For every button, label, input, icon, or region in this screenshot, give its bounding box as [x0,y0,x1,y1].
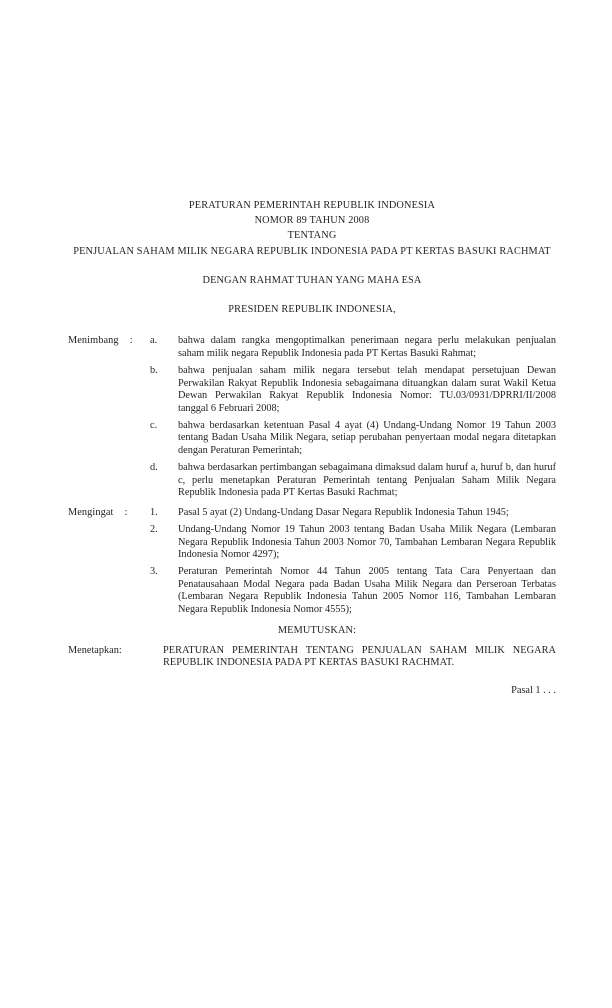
item-text: bahwa dalam rangka mengoptimalkan penerimaan negara perlu melakukan penjualan saham milik negara Republik Indonesia pada PT Kertas Basuki Rahmat; [178,335,556,359]
spacer [68,500,556,507]
considerations-label [68,335,150,348]
continuation-note: Pasal 1 . . . [511,684,556,696]
enactment-label: Menetapkan: [68,644,122,656]
spacer [68,638,556,645]
document-header [68,198,556,317]
item-marker: d. [150,462,158,474]
considerations-label-text: Menimbang [68,335,119,347]
legal-basis-label [68,507,150,520]
item-text: bahwa penjualan saham milik negara tersebut telah mendapat persetujuan Dewan Perwakilan Rakyat Republik Indonesia sebagaimana dituangkan dalam surat Wakil Ketua Dewan Perwakilan Rakyat Republik Indonesia Nomor: TU.03/0931/DPRRI/II/2008 tanggal 6 Februari 2008; [178,364,556,414]
spacer [68,259,556,273]
item-marker: b. [150,364,158,376]
issuing-authority-line: PRESIDEN REPUBLIK INDONESIA, [228,304,396,316]
regulation-subject: PENJUALAN SAHAM MILIK NEGARA REPUBLIK INDONESIA PADA PT KERTAS BASUKI RACHMAT [73,245,551,257]
item-marker: 1. [150,506,158,518]
legal-basis-section [68,507,556,617]
item-marker: 3. [150,566,158,578]
legal-basis-item [68,507,556,520]
regulation-title-line: PERATURAN PEMERINTAH REPUBLIK INDONESIA [188,200,436,211]
item-marker: c. [150,419,158,431]
legal-basis-label-colon: : [124,506,128,518]
decision-heading-wrap [68,624,556,638]
item-text: Peraturan Pemerintah Nomor 44 Tahun 2005 tentang Tata Cara Penyertaan dan Penatausahaan Modal Negara pada Badan Usaha Milik Negara dan Perseroan Terbatas (Lembaran Negara Republik Indonesia Tahun 2005 Nomor 116, Tambahan Lembaran Negara Republik Indonesia Nomor 4555); [178,566,556,615]
considerations-label-colon: : [129,335,133,347]
document-content [68,198,556,697]
invocation-line: DENGAN RAHMAT TUHAN YANG MAHA ESA [202,274,422,286]
consideration-item [68,462,556,500]
item-text: Pasal 5 ayat (2) Undang-Undang Dasar Negara Republik Indonesia Tahun 1945; [178,506,509,518]
spacer [68,670,556,684]
item-marker: 2. [150,523,158,535]
enactment-text: PERATURAN PEMERINTAH TENTANG PENJUALAN SAHAM MILIK NEGARA REPUBLIK INDONESIA PADA PT KERTAS BASUKI RACHMAT. [163,644,556,669]
spacer [68,288,556,302]
regulation-number-line: NOMOR 89 TAHUN 2008 [254,215,370,227]
item-text: bahwa berdasarkan pertimbangan sebagaimana dimaksud dalam huruf a, huruf b, dan huruf c, perlu menetapkan Peraturan Pemerintah tentang Penjualan Saham Milik Negara Republik Indonesia pada PT Kertas Basuki Rachmat; [178,462,556,499]
consideration-item [68,420,556,458]
consideration-item [68,365,556,415]
item-text: Undang-Undang Nomor 19 Tahun 2003 tentang Badan Usaha Milik Negara (Lembaran Negara Republik Indonesia Tahun 2003 Nomor 70, Tambahan Lembaran Negara Republik Indonesia Nomor 4297); [178,523,556,561]
consideration-item [68,335,556,360]
item-text: bahwa berdasarkan ketentuan Pasal 4 ayat (4) Undang-Undang Nomor 19 Tahun 2003 tentang Badan Usaha Milik Negara, setiap perubahan penyertaan modal negara ditetapkan dengan Peraturan Pemerintah; [178,419,556,456]
considerations-section [68,335,556,500]
legal-basis-label-text: Mengingat [68,506,114,518]
spacer [68,617,556,624]
decision-heading: MEMUTUSKAN: [277,624,357,636]
enactment-row [68,645,556,670]
item-marker: a. [150,335,158,347]
spacer [68,317,556,335]
legal-basis-item [68,524,556,562]
legal-basis-item [68,566,556,616]
tentang-label: TENTANG [287,230,337,242]
